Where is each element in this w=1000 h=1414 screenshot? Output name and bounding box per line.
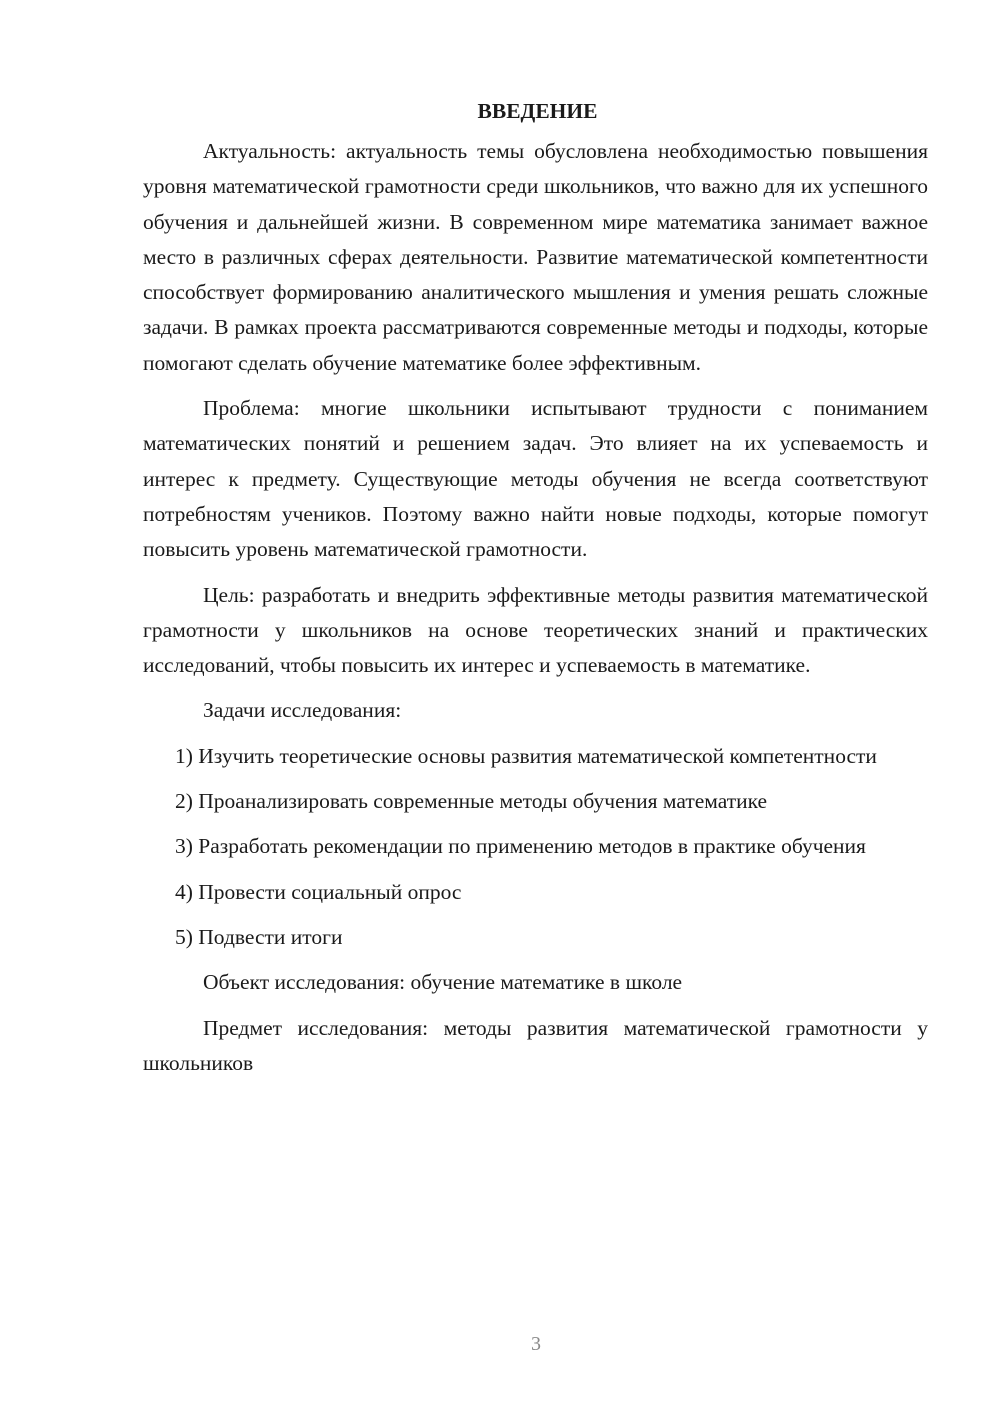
goal-paragraph: Цель: разработать и внедрить эффективные методы развития математической грамотности у школьников на основе теоретических знаний и практических исследований, чтобы повысить их интерес и успеваемость в математике. [143, 582, 928, 678]
task-item-1: 1) Изучить теоретические основы развития математической компетентности [175, 743, 877, 768]
page-content [143, 96, 928, 1091]
task-item-3: 3) Разработать рекомендации по применению методов в практике обучения [175, 834, 866, 859]
task-item-4: 4) Провести социальный опрос [175, 879, 462, 904]
task-item-5: 5) Подвести итоги [175, 924, 343, 949]
research-object-paragraph: Объект исследования: обучение математике в школе [203, 970, 683, 995]
relevance-paragraph: Актуальность: актуальность темы обусловлена необходимостью повышения уровня математической грамотности среди школьников, что важно для их успешного обучения и дальнейшей жизни. В современном мире математика занимает важное место в различных сферах деятельности. Развитие математической компетентности способствует формированию аналитического мышления и умения решать сложные задачи. В рамках проекта рассматриваются современные методы и подходы, которые помогают сделать обучение математике более эффективным. [143, 139, 928, 375]
tasks-heading: Задачи исследования: [203, 698, 402, 723]
research-subject-paragraph: Предмет исследования: методы развития математической грамотности у школьников [143, 1015, 928, 1075]
problem-paragraph: Проблема: многие школьники испытывают трудности с пониманием математических понятий и решением задач. Это влияет на их успеваемость и интерес к предмету. Существующие методы обучения не всегда соответствуют потребностям учеников. Поэтому важно найти новые подходы, которые помогут повысить уровень математической грамотности. [143, 396, 928, 562]
page-number: 3 [531, 1333, 541, 1355]
task-item-2: 2) Проанализировать современные методы обучения математике [175, 789, 768, 814]
page-title: ВВЕДЕНИЕ [477, 99, 598, 123]
